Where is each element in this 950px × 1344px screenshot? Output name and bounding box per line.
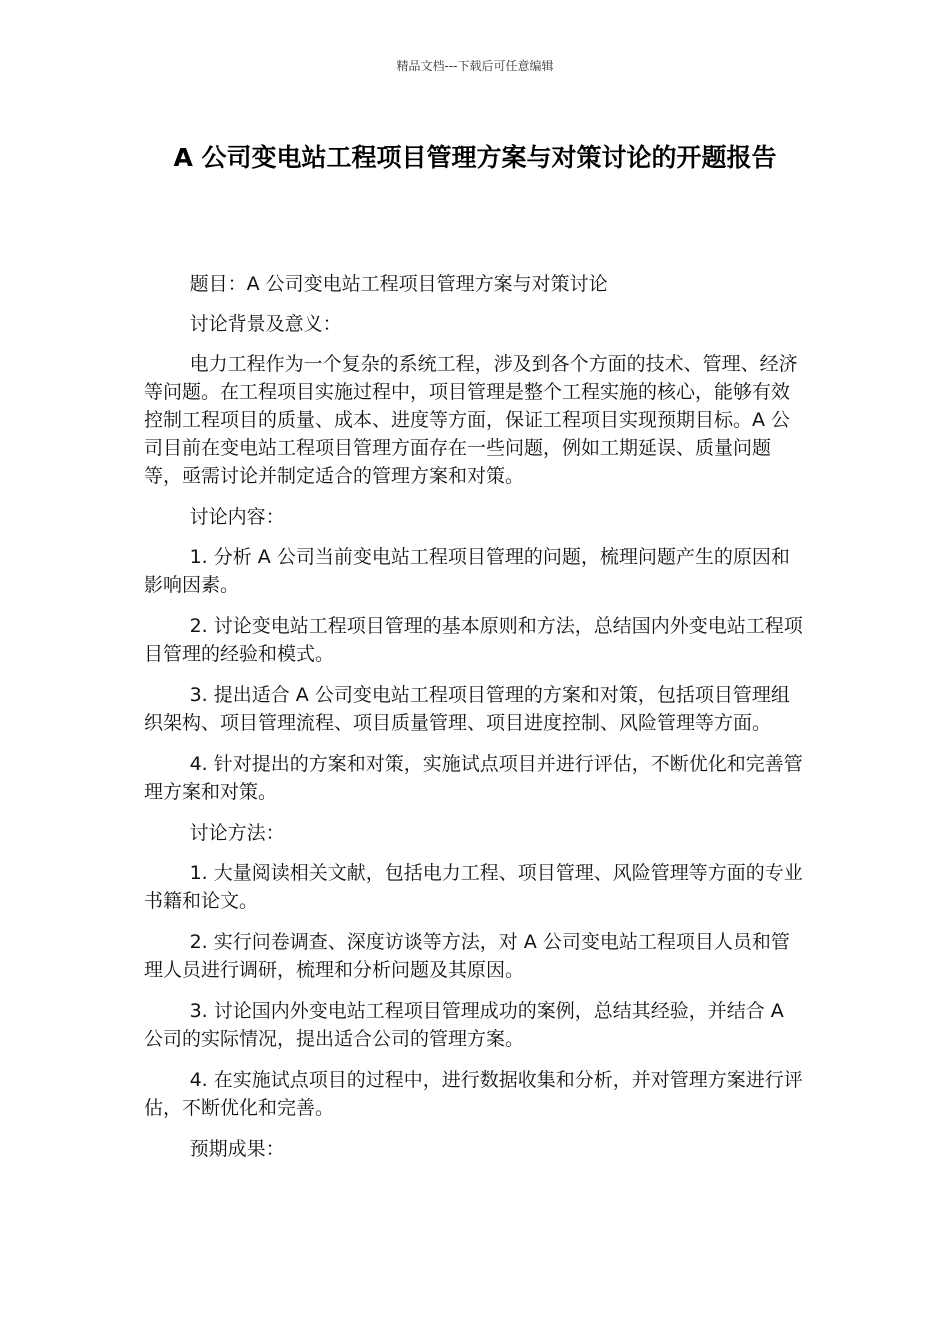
topic-line: 题目：A 公司变电站工程项目管理方案与对策讨论 [189,273,608,295]
content-heading: 讨论内容： [189,506,285,528]
results-heading: 预期成果： [189,1138,285,1160]
content-item: 1. 分析 A 公司当前变电站工程项目管理的问题，梳理问题产生的原因和影响因素。 [144,546,790,596]
method-item: 1. 大量阅读相关文献，包括电力工程、项目管理、风险管理等方面的专业书籍和论文。 [144,862,803,912]
page-header: 精品文档---下载后可任意编辑 [396,59,554,73]
method-item: 4. 在实施试点项目的过程中，进行数据收集和分析，并对管理方案进行评估，不断优化和完善。 [144,1069,803,1119]
document-title: A 公司变电站工程项目管理方案与对策讨论的开题报告 [173,143,777,172]
content-item: 2. 讨论变电站工程项目管理的基本原则和方法，总结国内外变电站工程项目管理的经验和模式。 [144,615,803,665]
content-item: 4. 针对提出的方案和对策，实施试点项目并进行评估，不断优化和完善管理方案和对策。 [144,753,803,803]
background-paragraph: 电力工程作为一个复杂的系统工程，涉及到各个方面的技术、管理、经济等问题。在工程项目实施过程中，项目管理是整个工程实施的核心，能够有效控制工程项目的质量、成本、进度等方面，保证工程项目实现预期目标。A 公司目前在变电站工程项目管理方面存在一些问题，例如工期延误、质量问题等，亟需讨论并制定适合的管理方案和对策。 [144,353,798,487]
method-item: 3. 讨论国内外变电站工程项目管理成功的案例，总结其经验，并结合 A 公司的实际情况，提出适合公司的管理方案。 [144,1000,784,1050]
methods-heading: 讨论方法： [189,822,285,844]
content-item: 3. 提出适合 A 公司变电站工程项目管理的方案和对策，包括项目管理组织架构、项目管理流程、项目质量管理、项目进度控制、风险管理等方面。 [144,684,790,734]
method-item: 2. 实行问卷调查、深度访谈等方法，对 A 公司变电站工程项目人员和管理人员进行调研，梳理和分析问题及其原因。 [144,931,790,981]
document-body [144,270,808,1175]
background-heading: 讨论背景及意义： [189,313,342,335]
